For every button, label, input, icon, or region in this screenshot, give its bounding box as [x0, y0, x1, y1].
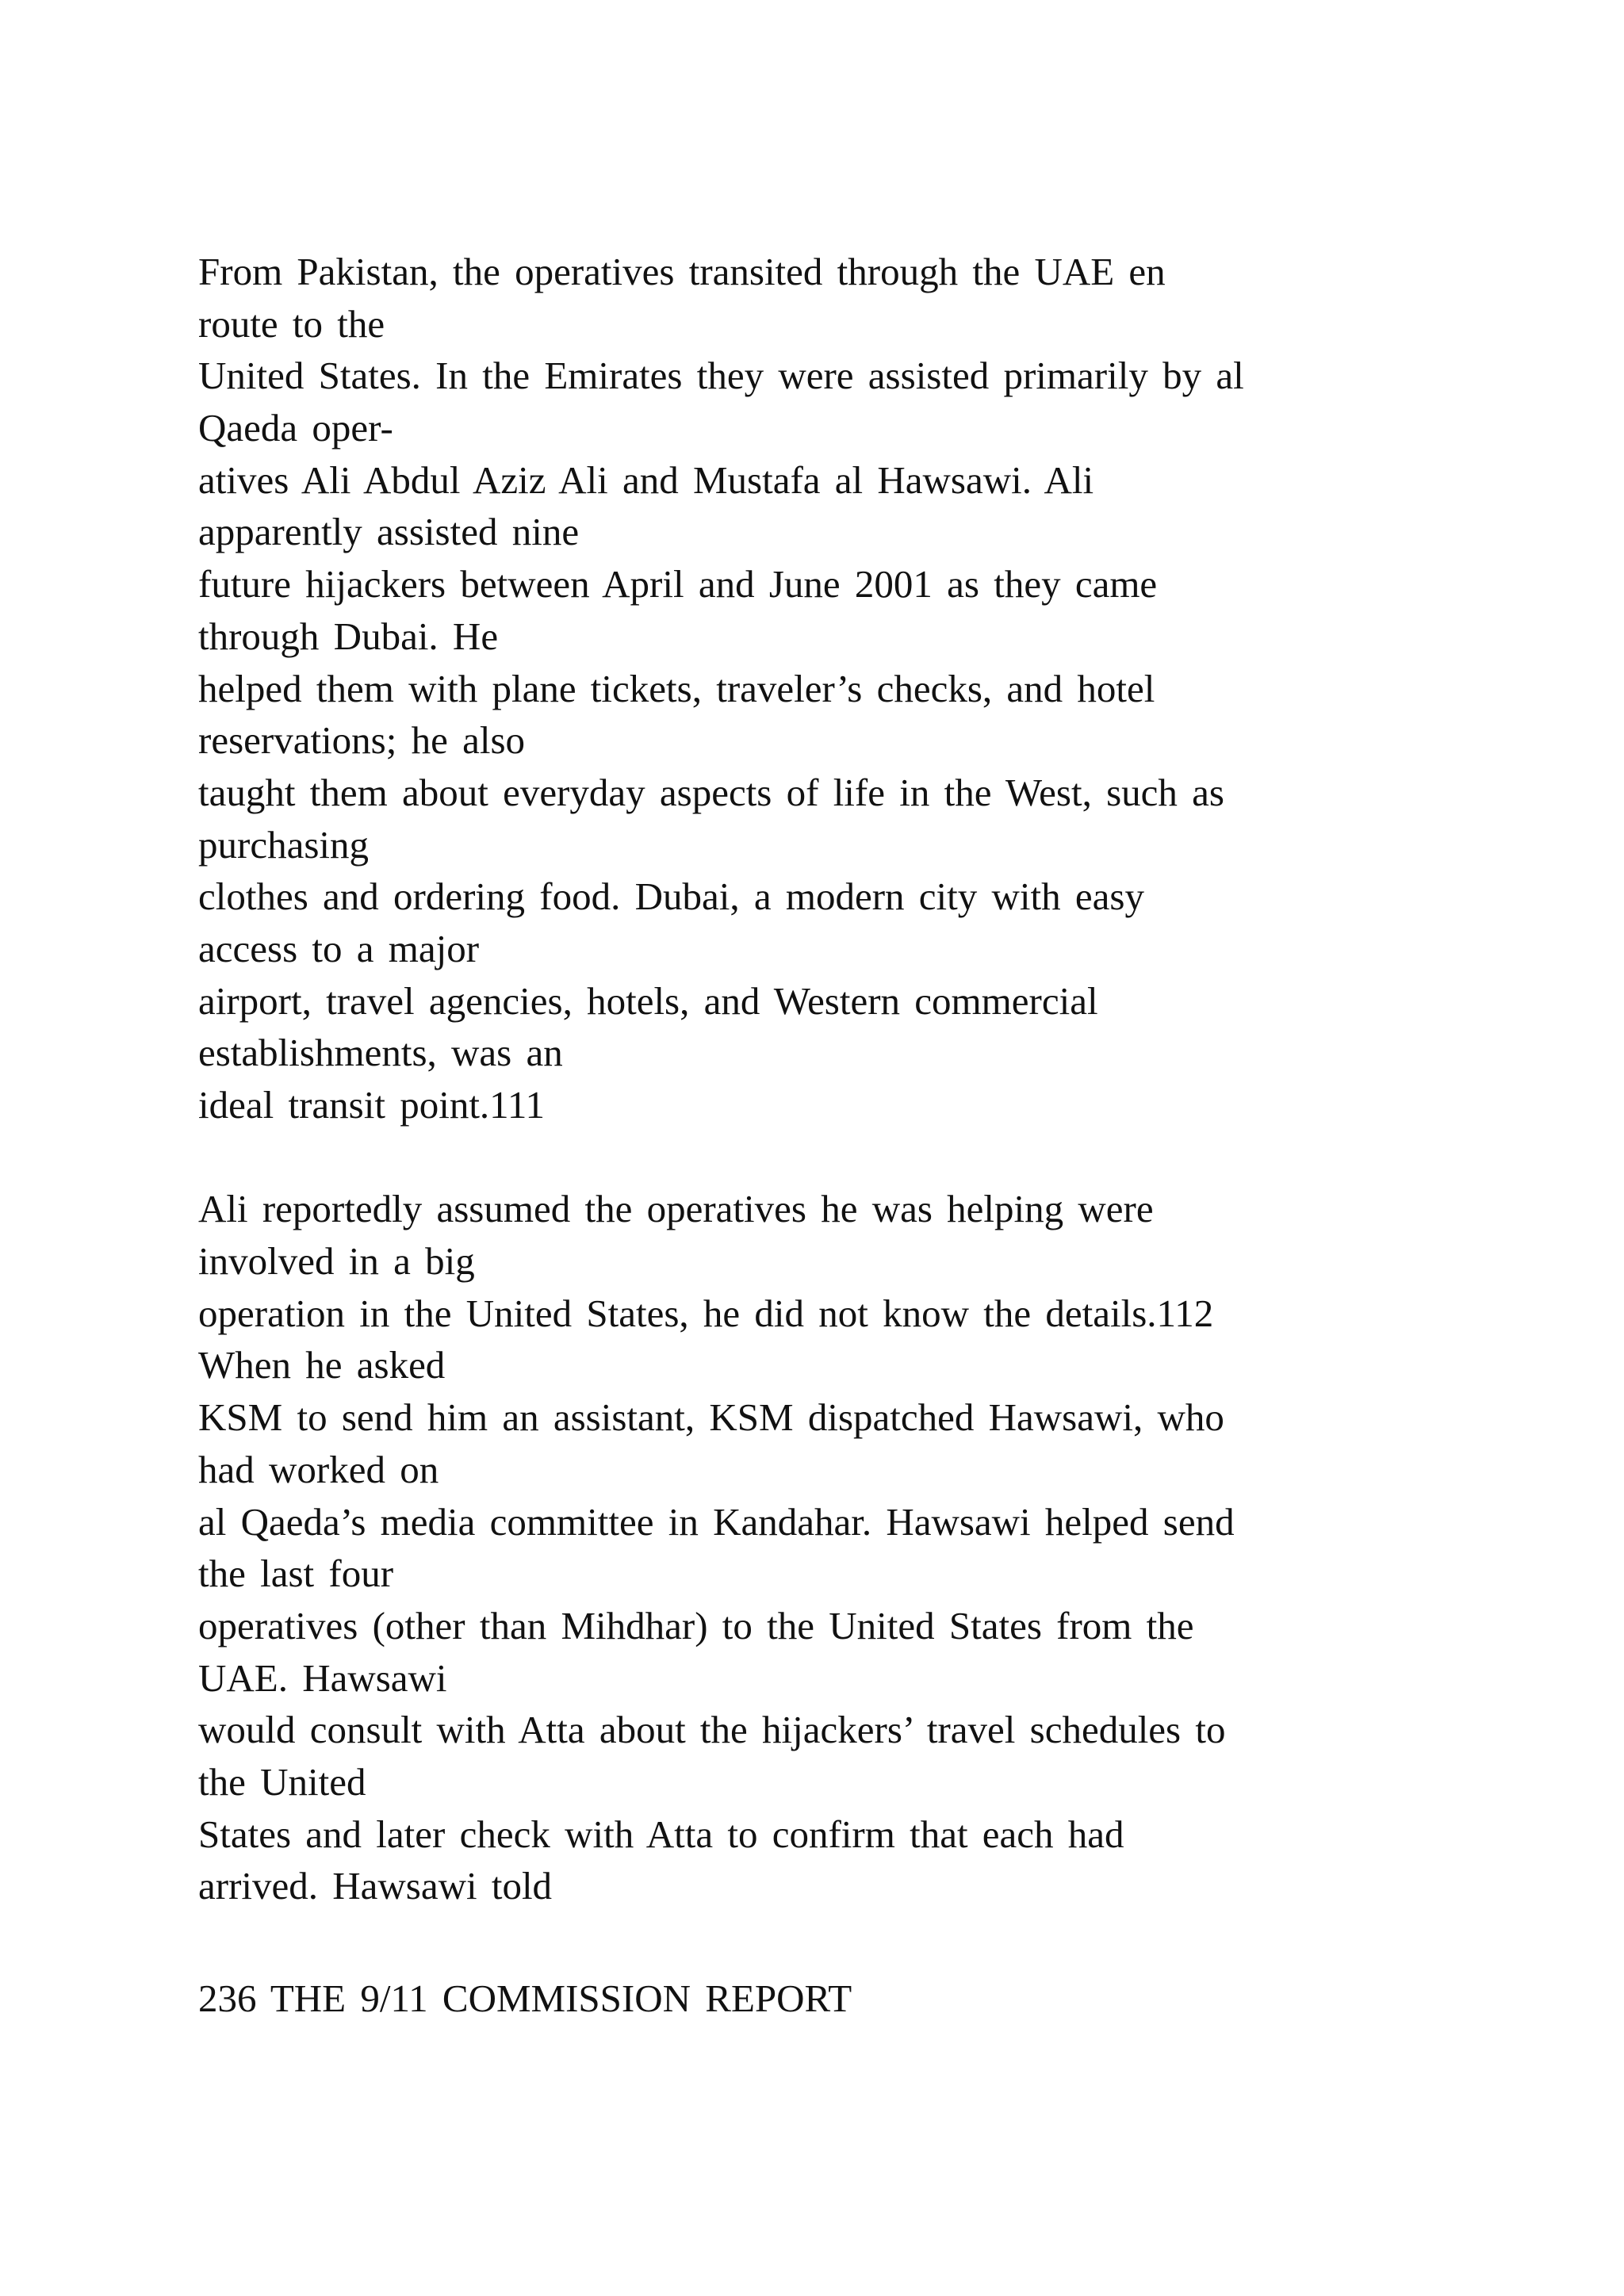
text-line: apparently assisted nine — [198, 510, 580, 554]
text-line: operation in the United States, he did not know the details.112 — [198, 1291, 1214, 1335]
text-line: From Pakistan, the operatives transited through the UAE en — [198, 250, 1166, 293]
text-line: Ali reportedly assumed the operatives he was helping were — [198, 1187, 1154, 1231]
text-line: involved in a big — [198, 1239, 475, 1284]
text-line: al Qaeda’s media committee in Kandahar. Hawsawi helped send — [198, 1499, 1235, 1544]
text-line: the last four — [198, 1552, 394, 1596]
text-line: operatives (other than Mihdhar) to the United States from the — [198, 1603, 1194, 1647]
text-line: route to the — [198, 301, 385, 346]
text-line: helped them with plane tickets, traveler’s checks, and hotel — [198, 666, 1155, 710]
text-line: clothes and ordering food. Dubai, a modern city with easy — [198, 874, 1144, 919]
text-line: UAE. Hawsawi — [198, 1655, 447, 1700]
text-line: the United — [198, 1759, 366, 1804]
paragraph-2 — [198, 1183, 1483, 1912]
text-line: reservations; he also — [198, 718, 526, 763]
text-line: KSM to send him an assistant, KSM dispatched Hawsawi, who — [198, 1395, 1224, 1440]
text-line: arrived. Hawsawi told — [198, 1864, 553, 1908]
text-line: Qaeda oper- — [198, 406, 393, 450]
text-line: through Dubai. He — [198, 614, 499, 658]
text-line: When he asked — [198, 1343, 446, 1387]
text-line: ideal transit point.111 — [198, 1083, 546, 1127]
text-line: had worked on — [198, 1447, 439, 1491]
text-line: United States. In the Emirates they were assisted primarily by al — [198, 354, 1244, 398]
text-line: would consult with Atta about the hijackers’ travel schedules to — [198, 1708, 1226, 1752]
text-line: airport, travel agencies, hotels, and Western commercial — [198, 978, 1098, 1023]
paragraph-1 — [198, 246, 1483, 1131]
text-line: establishments, was an — [198, 1031, 563, 1075]
text-line: future hijackers between April and June 2001 as they came — [198, 562, 1158, 607]
paragraph-gap — [198, 1131, 1483, 1184]
page-footer: 236 THE 9/11 COMMISSION REPORT — [198, 1976, 852, 2020]
text-line: access to a major — [198, 926, 480, 970]
text-line: taught them about everyday aspects of life in the West, such as — [198, 770, 1224, 814]
text-line: States and later check with Atta to confirm that each had — [198, 1812, 1124, 1856]
body-text — [198, 246, 1483, 1912]
text-line: purchasing — [198, 822, 369, 867]
text-line: atives Ali Abdul Aziz Ali and Mustafa al Hawsawi. Ali — [198, 457, 1094, 502]
